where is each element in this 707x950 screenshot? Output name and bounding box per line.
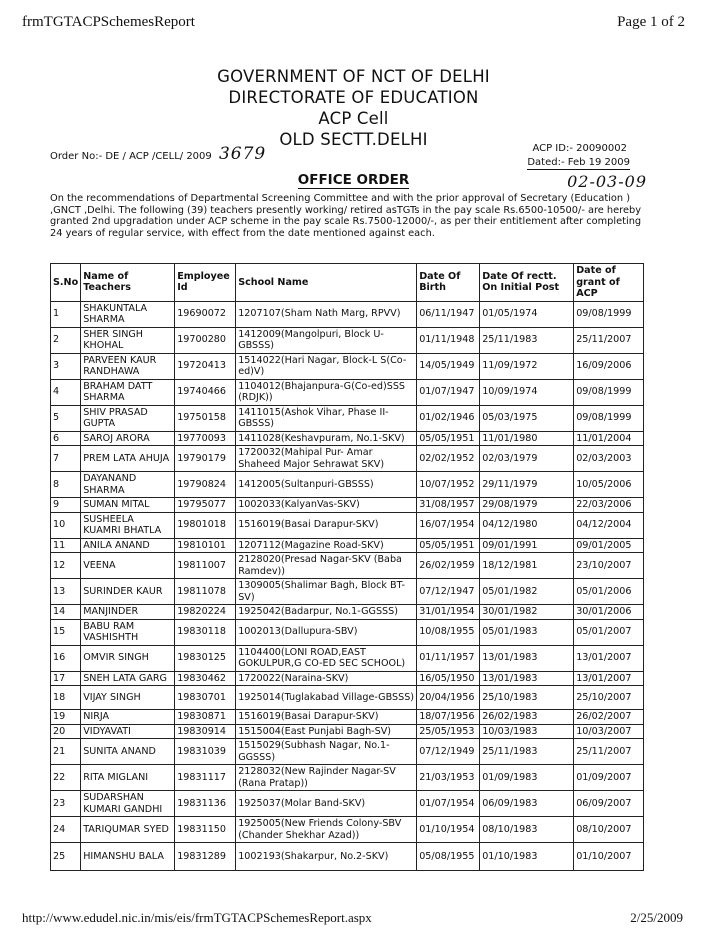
cell-school-name: 2128032(New Rajinder Nagar-SV (Rana Pratap))	[236, 765, 417, 791]
cell-recruitment-date: 25/10/1983	[480, 686, 574, 710]
cell-school-name: 1104400(LONI ROAD,EAST GOKULPUR,G CO-ED SEC SCHOOL)	[236, 645, 417, 671]
title-line-4: OLD SECTT.DELHI	[279, 130, 428, 149]
cell-sno: 11	[51, 538, 81, 553]
cell-name: SUNITA ANAND	[81, 739, 175, 765]
table-row	[51, 301, 644, 327]
cell-sno: 22	[51, 765, 81, 791]
cell-school-name: 1104012(Bhajanpura-G(Co-ed)SSS (RDJK))	[236, 379, 417, 405]
cell-acp-grant-date: 11/01/2004	[574, 431, 644, 446]
cell-employee-id: 19811007	[175, 553, 236, 579]
cell-name: SHAKUNTALA SHARMA	[81, 301, 175, 327]
cell-acp-grant-date: 25/11/2007	[574, 327, 644, 353]
cell-employee-id: 19740466	[175, 379, 236, 405]
cell-sno: 17	[51, 671, 81, 686]
table-row	[51, 431, 644, 446]
cell-recruitment-date: 01/10/1983	[480, 843, 574, 871]
cell-sno: 21	[51, 739, 81, 765]
cell-sno: 23	[51, 791, 81, 817]
table-row	[51, 739, 644, 765]
cell-employee-id: 19801018	[175, 512, 236, 538]
cell-employee-id: 19831039	[175, 739, 236, 765]
cell-recruitment-date: 30/01/1982	[480, 605, 574, 620]
cell-employee-id: 19830118	[175, 619, 236, 645]
cell-recruitment-date: 09/01/1991	[480, 538, 574, 553]
cell-school-name: 1309005(Shalimar Bagh, Block BT-SV)	[236, 579, 417, 605]
cell-acp-grant-date: 08/10/2007	[574, 817, 644, 843]
cell-name: RITA MIGLANI	[81, 765, 175, 791]
cell-dob: 07/12/1949	[417, 739, 480, 765]
cell-dob: 01/11/1948	[417, 327, 480, 353]
table-row	[51, 765, 644, 791]
cell-sno: 20	[51, 724, 81, 739]
cell-employee-id: 19770093	[175, 431, 236, 446]
cell-employee-id: 19700280	[175, 327, 236, 353]
cell-dob: 01/07/1947	[417, 379, 480, 405]
cell-dob: 31/01/1954	[417, 605, 480, 620]
cell-recruitment-date: 05/03/1975	[480, 405, 574, 431]
office-order-heading-text: OFFICE ORDER	[297, 172, 410, 188]
cell-employee-id: 19811078	[175, 579, 236, 605]
cell-sno: 24	[51, 817, 81, 843]
cell-school-name: 1207112(Magazine Road-SKV)	[236, 538, 417, 553]
cell-name: DAYANAND SHARMA	[81, 472, 175, 498]
cell-acp-grant-date: 01/09/2007	[574, 765, 644, 791]
cell-sno: 9	[51, 498, 81, 513]
cell-employee-id: 19830462	[175, 671, 236, 686]
cell-sno: 5	[51, 405, 81, 431]
cell-name: SHER SINGH KHOHAL	[81, 327, 175, 353]
title-line-2: DIRECTORATE OF EDUCATION	[228, 88, 479, 107]
table-row	[51, 843, 644, 871]
cell-acp-grant-date: 30/01/2006	[574, 605, 644, 620]
cell-school-name: 1207107(Sham Nath Marg, RPVV)	[236, 301, 417, 327]
cell-acp-grant-date: 09/08/1999	[574, 301, 644, 327]
table-row	[51, 710, 644, 725]
table-row	[51, 619, 644, 645]
table-row	[51, 791, 644, 817]
cell-acp-grant-date: 01/10/2007	[574, 843, 644, 871]
table-row	[51, 553, 644, 579]
cell-dob: 25/05/1953	[417, 724, 480, 739]
header-school-name: School Name	[236, 264, 417, 302]
table-row	[51, 472, 644, 498]
cell-acp-grant-date: 13/01/2007	[574, 671, 644, 686]
cell-school-name: 1516019(Basai Darapur-SKV)	[236, 710, 417, 725]
table-row	[51, 724, 644, 739]
cell-employee-id: 19820224	[175, 605, 236, 620]
table-row	[51, 405, 644, 431]
cell-name: MANJINDER	[81, 605, 175, 620]
cell-employee-id: 19830914	[175, 724, 236, 739]
cell-school-name: 1720032(Mahipal Pur- Amar Shaheed Major Sehrawat SKV)	[236, 446, 417, 472]
cell-employee-id: 19795077	[175, 498, 236, 513]
cell-school-name: 1412009(Mangolpuri, Block U-GBSSS)	[236, 327, 417, 353]
cell-sno: 19	[51, 710, 81, 725]
table-row	[51, 605, 644, 620]
cell-dob: 01/07/1954	[417, 791, 480, 817]
cell-recruitment-date: 26/02/1983	[480, 710, 574, 725]
cell-acp-grant-date: 13/01/2007	[574, 645, 644, 671]
cell-dob: 26/02/1959	[417, 553, 480, 579]
cell-name: VIJAY SINGH	[81, 686, 175, 710]
cell-recruitment-date: 18/12/1981	[480, 553, 574, 579]
order-paragraph: On the recommendations of Departmental Screening Committee and with the prior approval of Secretary (Education ) ,GNCT ,Delhi. The following (39) teachers presently working/ retired asTGTs in the pay scale Rs.6500-10500/- are hereby granted 2nd upgradation under ACP scheme in the pay scale Rs.7500-12000/-, as per their entitlement after completing 24 years of regular service, with effect from the date mentioned against each.	[50, 193, 642, 239]
cell-employee-id: 19830871	[175, 710, 236, 725]
cell-sno: 12	[51, 553, 81, 579]
cell-employee-id: 19810101	[175, 538, 236, 553]
header-name: Name of Teachers	[81, 264, 175, 302]
table-row	[51, 686, 644, 710]
cell-sno: 13	[51, 579, 81, 605]
cell-dob: 18/07/1956	[417, 710, 480, 725]
cell-sno: 7	[51, 446, 81, 472]
header-acp-grant-date: Date of grant of ACP	[574, 264, 644, 302]
table-row	[51, 817, 644, 843]
cell-acp-grant-date: 06/09/2007	[574, 791, 644, 817]
cell-recruitment-date: 05/01/1983	[480, 619, 574, 645]
cell-name: VIDYAVATI	[81, 724, 175, 739]
cell-dob: 10/07/1952	[417, 472, 480, 498]
cell-dob: 02/02/1952	[417, 446, 480, 472]
cell-dob: 31/08/1957	[417, 498, 480, 513]
cell-employee-id: 19831289	[175, 843, 236, 871]
cell-name: SURINDER KAUR	[81, 579, 175, 605]
cell-dob: 16/07/1954	[417, 512, 480, 538]
letterhead	[0, 66, 707, 150]
cell-name: BABU RAM VASHISHTH	[81, 619, 175, 645]
cell-school-name: 1515004(East Punjabi Bagh-SV)	[236, 724, 417, 739]
cell-school-name: 1002013(Dallupura-SBV)	[236, 619, 417, 645]
cell-school-name: 2128020(Presad Nagar-SKV (Baba Ramdev))	[236, 553, 417, 579]
cell-employee-id: 19830701	[175, 686, 236, 710]
cell-sno: 3	[51, 353, 81, 379]
report-name: frmTGTACPSchemesReport	[22, 14, 195, 30]
cell-dob: 06/11/1947	[417, 301, 480, 327]
cell-sno: 6	[51, 431, 81, 446]
cell-recruitment-date: 10/09/1974	[480, 379, 574, 405]
cell-name: BRAHAM DATT SHARMA	[81, 379, 175, 405]
header-sno: S.No	[51, 264, 81, 302]
table-row	[51, 512, 644, 538]
cell-sno: 15	[51, 619, 81, 645]
cell-dob: 21/03/1953	[417, 765, 480, 791]
cell-sno: 1	[51, 301, 81, 327]
cell-dob: 01/11/1957	[417, 645, 480, 671]
cell-acp-grant-date: 25/10/2007	[574, 686, 644, 710]
table-row	[51, 379, 644, 405]
cell-recruitment-date: 05/01/1982	[480, 579, 574, 605]
cell-recruitment-date: 10/03/1983	[480, 724, 574, 739]
cell-school-name: 1002193(Shakarpur, No.2-SKV)	[236, 843, 417, 871]
cell-sno: 16	[51, 645, 81, 671]
cell-name: NIRJA	[81, 710, 175, 725]
cell-recruitment-date: 06/09/1983	[480, 791, 574, 817]
cell-acp-grant-date: 22/03/2006	[574, 498, 644, 513]
cell-recruitment-date: 08/10/1983	[480, 817, 574, 843]
cell-dob: 05/05/1951	[417, 538, 480, 553]
cell-school-name: 1925005(New Friends Colony-SBV (Chander Shekhar Azad))	[236, 817, 417, 843]
cell-employee-id: 19750158	[175, 405, 236, 431]
table-row	[51, 353, 644, 379]
order-number	[50, 144, 266, 164]
cell-recruitment-date: 25/11/1983	[480, 739, 574, 765]
cell-acp-grant-date: 16/09/2006	[574, 353, 644, 379]
cell-sno: 14	[51, 605, 81, 620]
cell-employee-id: 19690072	[175, 301, 236, 327]
cell-recruitment-date: 25/11/1983	[480, 327, 574, 353]
cell-recruitment-date: 29/11/1979	[480, 472, 574, 498]
cell-acp-grant-date: 09/08/1999	[574, 379, 644, 405]
cell-name: SUMAN MITAL	[81, 498, 175, 513]
header-dob: Date Of Birth	[417, 264, 480, 302]
cell-dob: 20/04/1956	[417, 686, 480, 710]
cell-employee-id: 19790824	[175, 472, 236, 498]
cell-acp-grant-date: 04/12/2004	[574, 512, 644, 538]
cell-name: SNEH LATA GARG	[81, 671, 175, 686]
table-row	[51, 645, 644, 671]
cell-dob: 01/10/1954	[417, 817, 480, 843]
cell-school-name: 1516019(Basai Darapur-SKV)	[236, 512, 417, 538]
order-number-handwritten: 3679	[218, 144, 267, 164]
cell-sno: 10	[51, 512, 81, 538]
title-line-1: GOVERNMENT OF NCT OF DELHI	[217, 67, 490, 86]
cell-school-name: 1515029(Subhash Nagar, No.1-GGSSS)	[236, 739, 417, 765]
table-row	[51, 327, 644, 353]
acp-id: ACP ID:- 20090002	[532, 143, 627, 154]
header-recruitment-date: Date Of rectt. On Initial Post	[480, 264, 574, 302]
cell-dob: 14/05/1949	[417, 353, 480, 379]
cell-recruitment-date: 29/08/1979	[480, 498, 574, 513]
cell-school-name: 1925037(Molar Band-SKV)	[236, 791, 417, 817]
table-row	[51, 671, 644, 686]
title-line-3: ACP Cell	[318, 109, 389, 128]
cell-employee-id: 19720413	[175, 353, 236, 379]
cell-acp-grant-date: 26/02/2007	[574, 710, 644, 725]
cell-name: OMVIR SINGH	[81, 645, 175, 671]
cell-acp-grant-date: 09/01/2005	[574, 538, 644, 553]
page-number: Page 1 of 2	[617, 14, 685, 30]
cell-recruitment-date: 13/01/1983	[480, 645, 574, 671]
cell-employee-id: 19831117	[175, 765, 236, 791]
cell-school-name: 1411028(Keshavpuram, No.1-SKV)	[236, 431, 417, 446]
footer-date: 2/25/2009	[630, 910, 683, 925]
cell-acp-grant-date: 25/11/2007	[574, 739, 644, 765]
cell-acp-grant-date: 10/03/2007	[574, 724, 644, 739]
cell-name: PARVEEN KAUR RANDHAWA	[81, 353, 175, 379]
table-row	[51, 446, 644, 472]
cell-employee-id: 19831136	[175, 791, 236, 817]
handwritten-date: 02-03-09	[567, 172, 647, 191]
cell-employee-id: 19831150	[175, 817, 236, 843]
table-row	[51, 498, 644, 513]
cell-name: HIMANSHU BALA	[81, 843, 175, 871]
cell-acp-grant-date: 02/03/2003	[574, 446, 644, 472]
cell-school-name: 1412005(Sultanpuri-GBSSS)	[236, 472, 417, 498]
order-number-label: Order No:- DE / ACP /CELL/ 2009	[50, 151, 212, 162]
cell-recruitment-date: 01/09/1983	[480, 765, 574, 791]
cell-dob: 05/08/1955	[417, 843, 480, 871]
cell-employee-id: 19830125	[175, 645, 236, 671]
teachers-table	[50, 263, 644, 871]
cell-school-name: 1925014(Tuglakabad Village-GBSSS)	[236, 686, 417, 710]
cell-acp-grant-date: 09/08/1999	[574, 405, 644, 431]
cell-recruitment-date: 11/01/1980	[480, 431, 574, 446]
cell-school-name: 1411015(Ashok Vihar, Phase II-GBSSS)	[236, 405, 417, 431]
cell-name: SUSHEELA KUAMRI BHATLA	[81, 512, 175, 538]
cell-acp-grant-date: 05/01/2006	[574, 579, 644, 605]
cell-recruitment-date: 11/09/1972	[480, 353, 574, 379]
cell-sno: 18	[51, 686, 81, 710]
cell-name: PREM LATA AHUJA	[81, 446, 175, 472]
office-order-heading	[0, 172, 707, 188]
dated: Dated:- Feb 19 2009	[527, 157, 630, 168]
cell-name: SUDARSHAN KUMARI GANDHI	[81, 791, 175, 817]
cell-dob: 16/05/1950	[417, 671, 480, 686]
table-header-row	[51, 264, 644, 302]
cell-sno: 4	[51, 379, 81, 405]
cell-name: ANILA ANAND	[81, 538, 175, 553]
header-employee-id: Employee Id	[175, 264, 236, 302]
cell-employee-id: 19790179	[175, 446, 236, 472]
table-row	[51, 579, 644, 605]
cell-acp-grant-date: 10/05/2006	[574, 472, 644, 498]
cell-acp-grant-date: 23/10/2007	[574, 553, 644, 579]
footer-url: http://www.edudel.nic.in/mis/eis/frmTGTACPSchemesReport.aspx	[22, 910, 372, 925]
cell-dob: 05/05/1951	[417, 431, 480, 446]
cell-recruitment-date: 02/03/1979	[480, 446, 574, 472]
cell-dob: 10/08/1955	[417, 619, 480, 645]
cell-recruitment-date: 01/05/1974	[480, 301, 574, 327]
cell-dob: 01/02/1946	[417, 405, 480, 431]
cell-sno: 8	[51, 472, 81, 498]
cell-recruitment-date: 04/12/1980	[480, 512, 574, 538]
cell-name: SAROJ ARORA	[81, 431, 175, 446]
cell-name: SHIV PRASAD GUPTA	[81, 405, 175, 431]
cell-recruitment-date: 13/01/1983	[480, 671, 574, 686]
cell-sno: 25	[51, 843, 81, 871]
cell-name: TARIQUMAR SYED	[81, 817, 175, 843]
cell-sno: 2	[51, 327, 81, 353]
cell-name: VEENA	[81, 553, 175, 579]
table-row	[51, 538, 644, 553]
cell-school-name: 1514022(Hari Nagar, Block-L S(Co-ed)V)	[236, 353, 417, 379]
cell-dob: 07/12/1947	[417, 579, 480, 605]
cell-acp-grant-date: 05/01/2007	[574, 619, 644, 645]
cell-school-name: 1925042(Badarpur, No.1-GGSSS)	[236, 605, 417, 620]
cell-school-name: 1002033(KalyanVas-SKV)	[236, 498, 417, 513]
cell-school-name: 1720022(Naraina-SKV)	[236, 671, 417, 686]
